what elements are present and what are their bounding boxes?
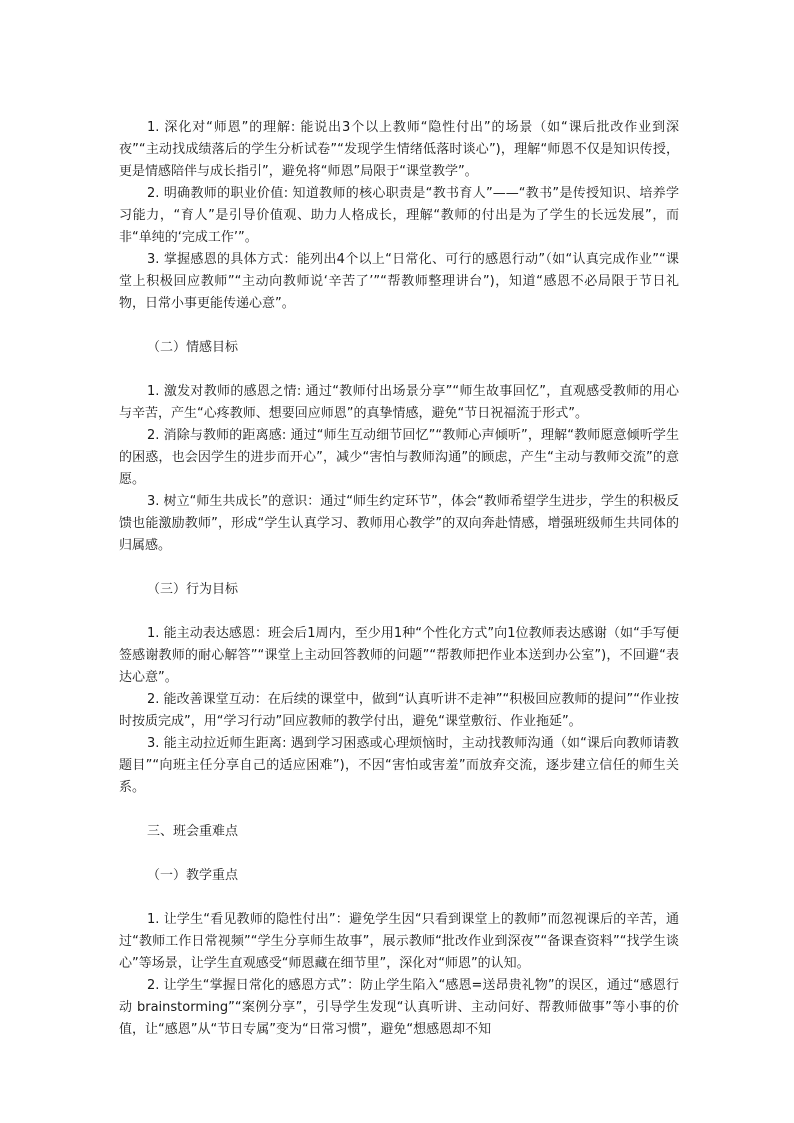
paragraph-express-gratitude: 1. 能主动表达感恩：班会后1周内，至少用1种“个性化方式”向1位教师表达感谢（如“手写便签感谢教师的耐心解答”“课堂上主动回答教师的问题”“帮教师把作业本送到办公室”)，不回避“表达心意”。 (119, 626, 679, 685)
heading-behavior-goals: （三）行为目标 (147, 582, 239, 597)
paragraph-daily-gratitude: 2. 让学生“掌握日常化的感恩方式”：防止学生陷入“感恩=送昂贵礼物”的误区，通过“感恩行动 brainstorming”“案例分享”，引导学生发现“认真听讲、主动问好、帮教师做事”等小事的价值，让“感恩”从“节日专属”变为“日常习惯”，避免“想感恩却不知 (119, 978, 679, 1037)
paragraph-inspire-gratitude: 1. 激发对教师的感恩之情: 通过“教师付出场景分享”“师生故事回忆”，直观感受教师的用心与辛苦，产生“心疼教师、想要回应师恩”的真挚情感，避免“节日祝福流于形式”。 (119, 384, 679, 421)
heading-key-difficulties: 三、班会重难点 (147, 824, 239, 839)
paragraph-closer-relationship: 3. 能主动拉近师生距离: 遇到学习困惑或心理烦恼时，主动找教师沟通（如“课后向教师请教题目”“向班主任分享自己的适应困难”)，不因“害怕或害羞”而放弃交流，逐步建立信任的师生关系。 (119, 736, 679, 795)
paragraph-hidden-efforts: 1. 让学生“看见教师的隐性付出”：避免学生因“只看到课堂上的教师”而忽视课后的辛苦，通过“教师工作日常视频”“学生分享师生故事”，展示教师“批改作业到深夜”“备课查资料”“找学生谈心”等场景，让学生直观感受“师恩藏在细节里”，深化对“师恩”的认知。 (119, 912, 679, 971)
paragraph-teacher-professional-value: 2. 明确教师的职业价值: 知道教师的核心职责是“教书育人”——“教书”是传授知识、培养学习能力，“育人”是引导价值观、助力人格成长，理解“教师的付出是为了学生的长远发展”，而非“单纯的‘完成工作’”。 (119, 186, 679, 245)
paragraph-grow-together: 3. 树立“师生共成长”的意识：通过“师生约定环节”，体会“教师希望学生进步，学生的积极反馈也能激励教师”，形成“学生认真学习、教师用心教学”的双向奔赴情感，增强班级师生共同体的归属感。 (119, 494, 679, 553)
paragraph-gratitude-methods: 3. 掌握感恩的具体方式：能列出4个以上“日常化、可行的感恩行动”（如“认真完成作业”“课堂上积极回应教师”“主动向教师说‘辛苦了’”“帮教师整理讲台”)，知道“感恩不必局限于节日礼物，日常小事更能传递心意”。 (119, 252, 679, 311)
paragraph-classroom-interaction: 2. 能改善课堂互动：在后续的课堂中，做到“认真听讲不走神”“积极回应教师的提问”“作业按时按质完成”，用“学习行动”回应教师的教学付出，避免“课堂敷衍、作业拖延”。 (119, 692, 679, 729)
paragraph-understand-teacher-grace: 1. 深化对“师恩”的理解: 能说出3个以上教师“隐性付出”的场景（如“课后批改作业到深夜”“主动找成绩落后的学生分析试卷”“发现学生情绪低落时谈心”)，理解“师恩不仅是知识传授，更是情感陪伴与成长指引”，避免将“师恩”局限于“课堂教学”。 (119, 120, 679, 179)
heading-teaching-focus: （一）教学重点 (147, 868, 239, 883)
document-body (119, 117, 679, 1041)
heading-emotional-goals: （二）情感目标 (147, 340, 239, 355)
paragraph-reduce-distance: 2. 消除与教师的距离感: 通过“师生互动细节回忆”“教师心声倾听”，理解“教师愿意倾听学生的困惑，也会因学生的进步而开心”，减少“害怕与教师沟通”的顾虑，产生“主动与教师交流”的意愿。 (119, 428, 679, 487)
